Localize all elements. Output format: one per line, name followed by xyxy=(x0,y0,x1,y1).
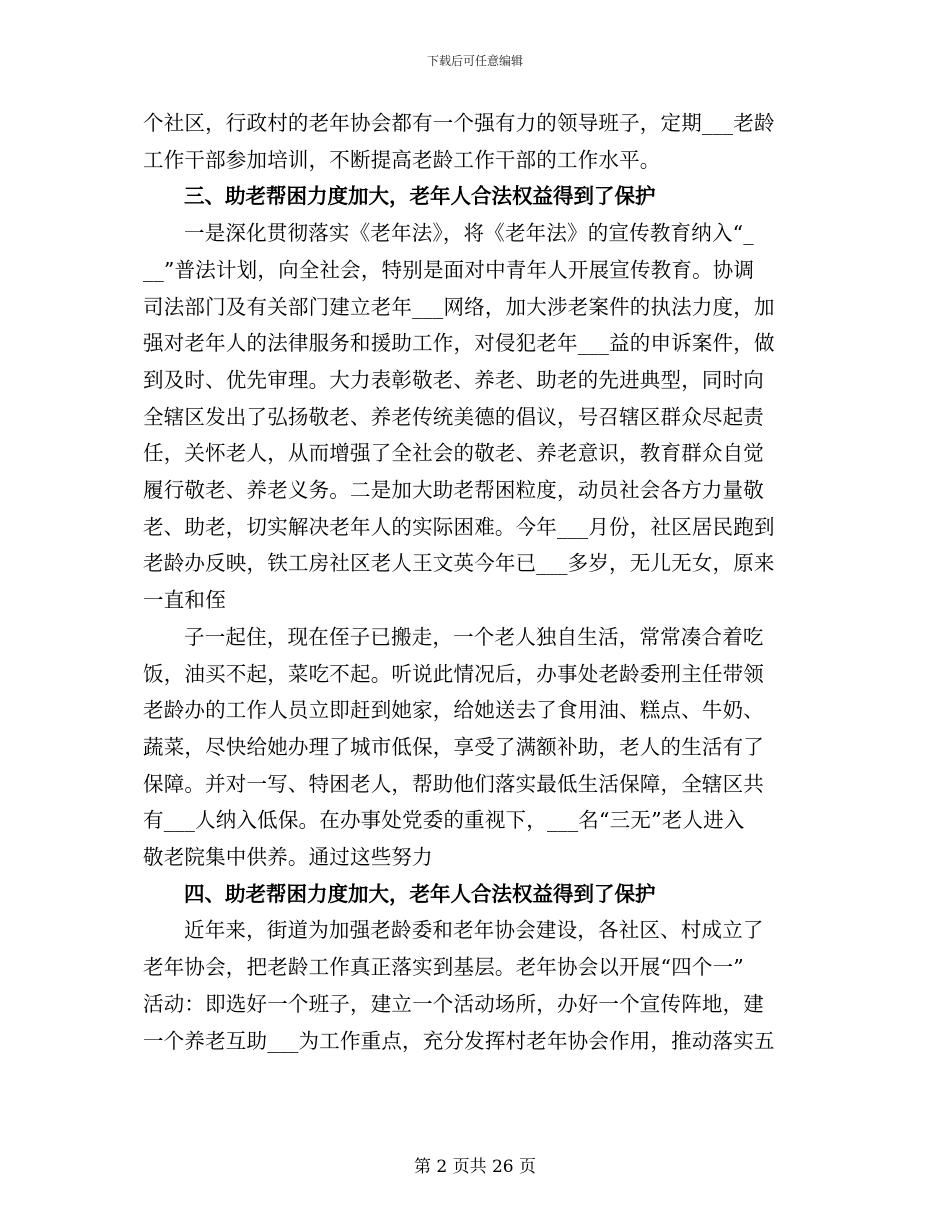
text-line: 老龄办反映，铁工房社区老人王文英今年已___多岁，无儿无女，原来 xyxy=(143,551,775,576)
text-line: 老年协会，把老龄工作真正落实到基层。老年协会以开展“四个一” xyxy=(143,955,744,980)
text-line: 一是深化贯彻落实《老年法》，将《老年法》的宣传教育纳入“_ xyxy=(184,221,754,246)
paragraph-3 xyxy=(143,619,808,876)
text-line: 保障。并对一写、特困老人，帮助他们落实最低生活保障，全辖区共 xyxy=(143,771,764,796)
text-line: 近年来，街道为加强老龄委和老年协会建设，各社区、村成立了 xyxy=(184,918,764,943)
text-line: 到及时、优先审理。大力表彰敬老、养老、助老的先进典型，同时向 xyxy=(143,367,764,392)
text-line: 老龄办的工作人员立即赶到她家，给她送去了食用油、糕点、牛奶、 xyxy=(143,698,764,723)
section-heading-4: 四、助老帮困力度加大，老年人合法权益得到了保护 xyxy=(184,881,656,906)
text-line: 个社区，行政村的老年协会都有一个强有力的领导班子，定期___老龄 xyxy=(143,111,775,135)
text-line: 有___人纳入低保。在办事处党委的重视下，___名“三无”老人进入 xyxy=(143,808,745,833)
text-line: 任，关怀老人，从而增强了全社会的敬老、养老意识，教育群众自觉 xyxy=(143,441,764,466)
text-line: 饭，油买不起，菜吃不起。听说此情况后，办事处老龄委刑主任带领 xyxy=(143,661,764,686)
text-line: 全辖区发出了弘扬敬老、养老传统美德的倡议，号召辖区群众尽起责 xyxy=(143,404,764,429)
text-line: 一直和侄 xyxy=(143,588,226,613)
document-body xyxy=(143,105,808,1059)
text-line: 一个养老互助___为工作重点，充分发挥村老年协会作用，推动落实五 xyxy=(143,1028,775,1053)
paragraph-2 xyxy=(143,215,808,619)
text-line: 子一起住，现在侄子已搬走，一个老人独自生活，常常凑合着吃 xyxy=(184,624,764,649)
text-line: 活动：即选好一个班子，建立一个活动场所，办好一个宣传阵地，建 xyxy=(143,991,764,1016)
page-header: 下载后可任意编辑 xyxy=(426,54,523,68)
text-line: 工作干部参加培训，不断提高老龄工作干部的工作水平。 xyxy=(143,147,661,172)
text-line: 司法部门及有关部门建立老年___网络，加大涉老案件的执法力度，加 xyxy=(143,294,775,319)
text-line: 敬老院集中供养。通过这些努力 xyxy=(143,845,433,870)
paragraph-4 xyxy=(143,912,808,1059)
text-line: 强对老年人的法律服务和援助工作，对侵犯老年___益的申诉案件，做 xyxy=(143,331,775,356)
text-line: 蔬菜，尽快给她办理了城市低保，享受了满额补助，老人的生活有了 xyxy=(143,734,764,759)
text-line: __”普法计划，向全社会，特别是面对中青年人开展宣传教育。协调 xyxy=(143,257,755,282)
page-number-footer: 第 2 页共 26 页 xyxy=(413,1157,537,1177)
section-heading-3: 三、助老帮困力度加大，老年人合法权益得到了保护 xyxy=(184,184,656,209)
paragraph-1 xyxy=(143,105,808,178)
text-line: 履行敬老、养老义务。二是加大助老帮困粒度，动员社会各方力量敬 xyxy=(143,478,764,503)
text-line: 老、助老，切实解决老年人的实际困难。今年___月份，社区居民跑到 xyxy=(143,514,775,539)
